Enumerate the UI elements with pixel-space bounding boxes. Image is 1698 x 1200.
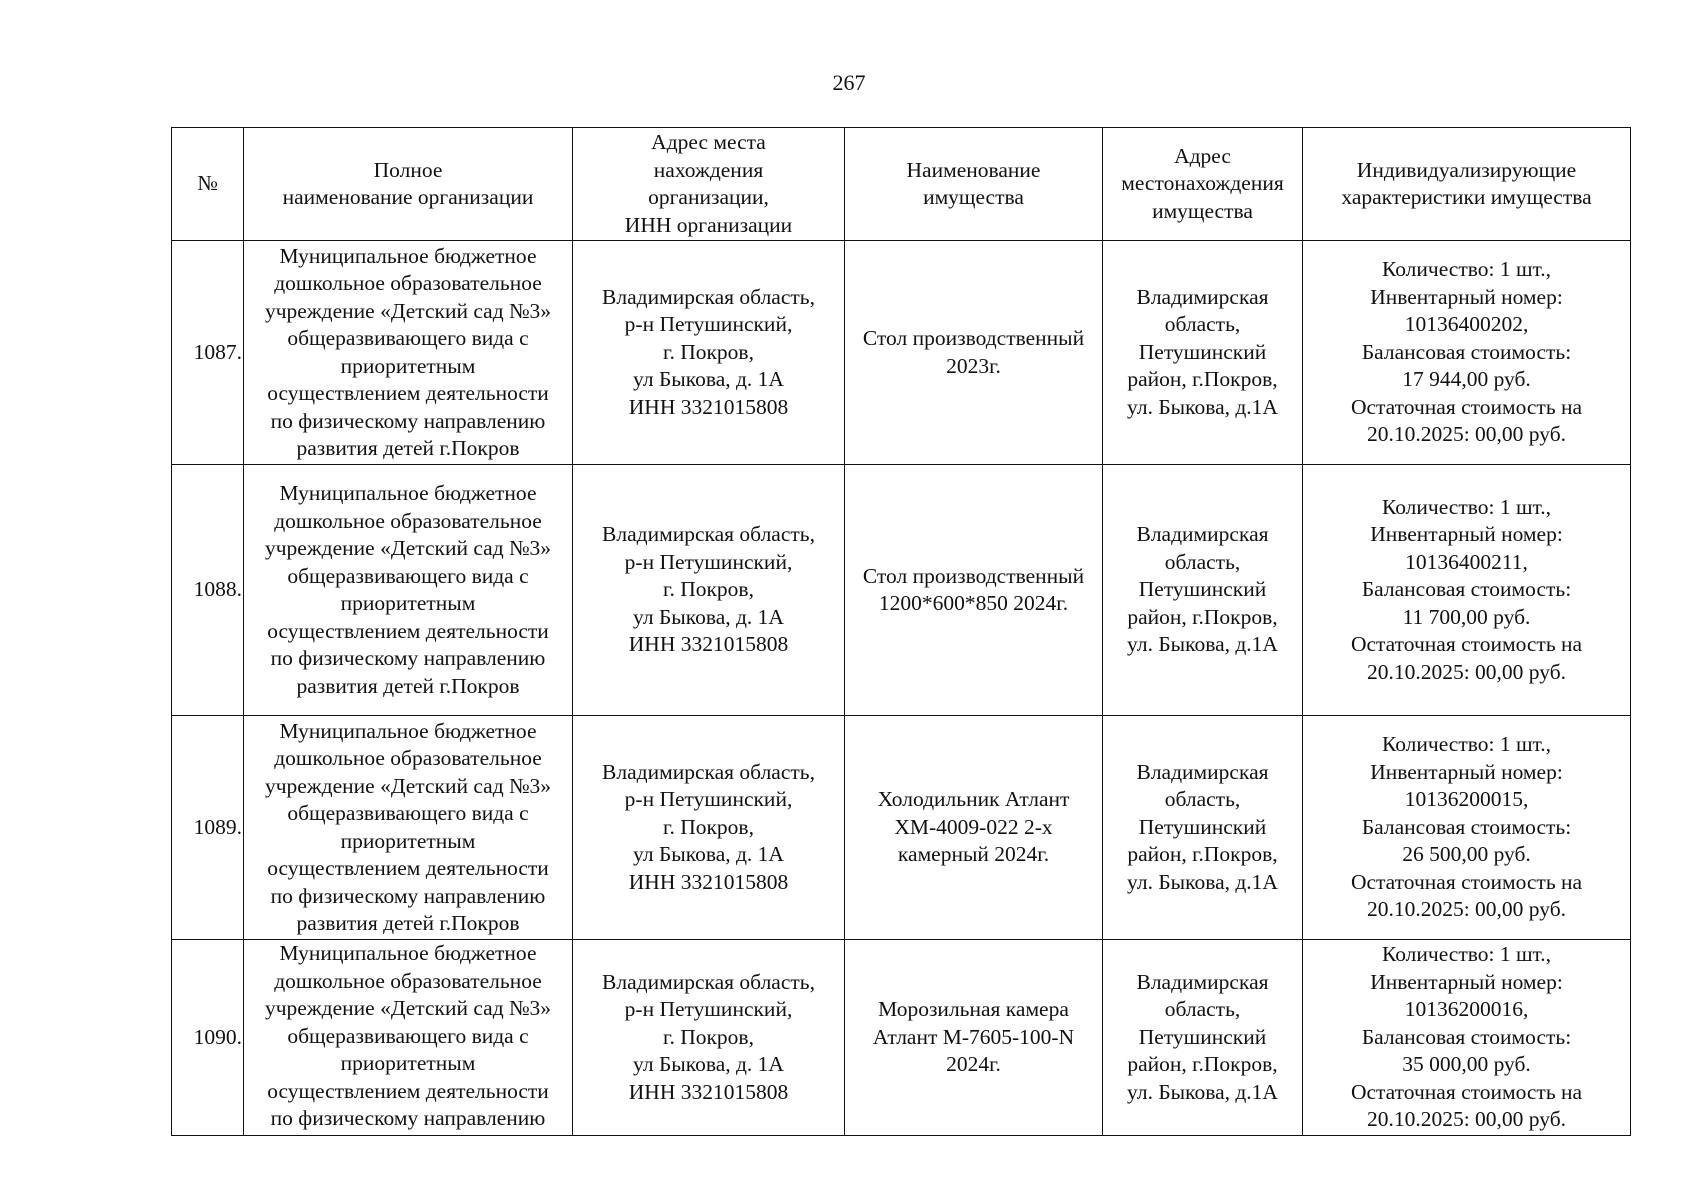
header-org-name: Полное наименование организации	[244, 128, 573, 241]
header-property-name: Наименование имущества	[845, 128, 1103, 241]
property-name-cell: Холодильник Атлант ХМ-4009-022 2-х камерный 2024г.	[845, 716, 1103, 940]
org-name-cell: Муниципальное бюджетное дошкольное образовательное учреждение «Детский сад №3» общеразвивающего вида с приоритетным осуществлением деятельности по физическому направлению развития детей г.Покров	[244, 241, 573, 465]
org-name-cell: Муниципальное бюджетное дошкольное образовательное учреждение «Детский сад №3» общеразвивающего вида с приоритетным осуществлением деятельности по физическому направлению развития детей г.Покров	[244, 716, 573, 940]
org-address-cell: Владимирская область, р-н Петушинский, г. Покров, ул Быкова, д. 1А ИНН 3321015808	[573, 241, 845, 465]
org-address-cell: Владимирская область, р-н Петушинский, г. Покров, ул Быкова, д. 1А ИНН 3321015808	[573, 465, 845, 716]
table-row	[172, 940, 1631, 1136]
table-header-row	[172, 128, 1631, 241]
header-characteristics: Индивидуализирующие характеристики имущества	[1303, 128, 1631, 241]
characteristics-cell: Количество: 1 шт., Инвентарный номер: 10136200016, Балансовая стоимость: 35 000,00 руб. Остаточная стоимость на 20.10.2025: 00,00 руб.	[1303, 940, 1631, 1136]
table-row	[172, 465, 1631, 716]
property-name-cell: Морозильная камера Атлант М-7605-100-N 2024г.	[845, 940, 1103, 1136]
header-number: №	[172, 128, 244, 241]
characteristics-cell: Количество: 1 шт., Инвентарный номер: 10136400202, Балансовая стоимость: 17 944,00 руб. Остаточная стоимость на 20.10.2025: 00,00 руб.	[1303, 241, 1631, 465]
header-property-address: Адрес местонахождения имущества	[1103, 128, 1303, 241]
row-number: 1087.	[172, 241, 244, 465]
property-name-cell: Стол производственный 1200*600*850 2024г.	[845, 465, 1103, 716]
characteristics-cell: Количество: 1 шт., Инвентарный номер: 10136200015, Балансовая стоимость: 26 500,00 руб. Остаточная стоимость на 20.10.2025: 00,00 руб.	[1303, 716, 1631, 940]
row-number: 1089.	[172, 716, 244, 940]
property-address-cell: Владимирская область, Петушинский район, г.Покров, ул. Быкова, д.1А	[1103, 465, 1303, 716]
org-address-cell: Владимирская область, р-н Петушинский, г. Покров, ул Быкова, д. 1А ИНН 3321015808	[573, 716, 845, 940]
table-row	[172, 716, 1631, 940]
table-row	[172, 241, 1631, 465]
org-name-cell: Муниципальное бюджетное дошкольное образовательное учреждение «Детский сад №3» общеразвивающего вида с приоритетным осуществлением деятельности по физическому направлению развития детей г.Покров	[244, 465, 573, 716]
row-number: 1090.	[172, 940, 244, 1136]
org-address-cell: Владимирская область, р-н Петушинский, г. Покров, ул Быкова, д. 1А ИНН 3321015808	[573, 940, 845, 1136]
org-name-cell: Муниципальное бюджетное дошкольное образовательное учреждение «Детский сад №3» общеразвивающего вида с приоритетным осуществлением деятельности по физическому направлению	[244, 940, 573, 1136]
header-org-address: Адрес места нахождения организации, ИНН организации	[573, 128, 845, 241]
property-registry-table	[171, 127, 1631, 1136]
property-address-cell: Владимирская область, Петушинский район, г.Покров, ул. Быкова, д.1А	[1103, 940, 1303, 1136]
row-number: 1088.	[172, 465, 244, 716]
characteristics-cell: Количество: 1 шт., Инвентарный номер: 10136400211, Балансовая стоимость: 11 700,00 руб. Остаточная стоимость на 20.10.2025: 00,00 руб.	[1303, 465, 1631, 716]
property-name-cell: Стол производственный 2023г.	[845, 241, 1103, 465]
property-address-cell: Владимирская область, Петушинский район, г.Покров, ул. Быкова, д.1А	[1103, 716, 1303, 940]
property-address-cell: Владимирская область, Петушинский район, г.Покров, ул. Быкова, д.1А	[1103, 241, 1303, 465]
page-number: 267	[832, 70, 866, 95]
